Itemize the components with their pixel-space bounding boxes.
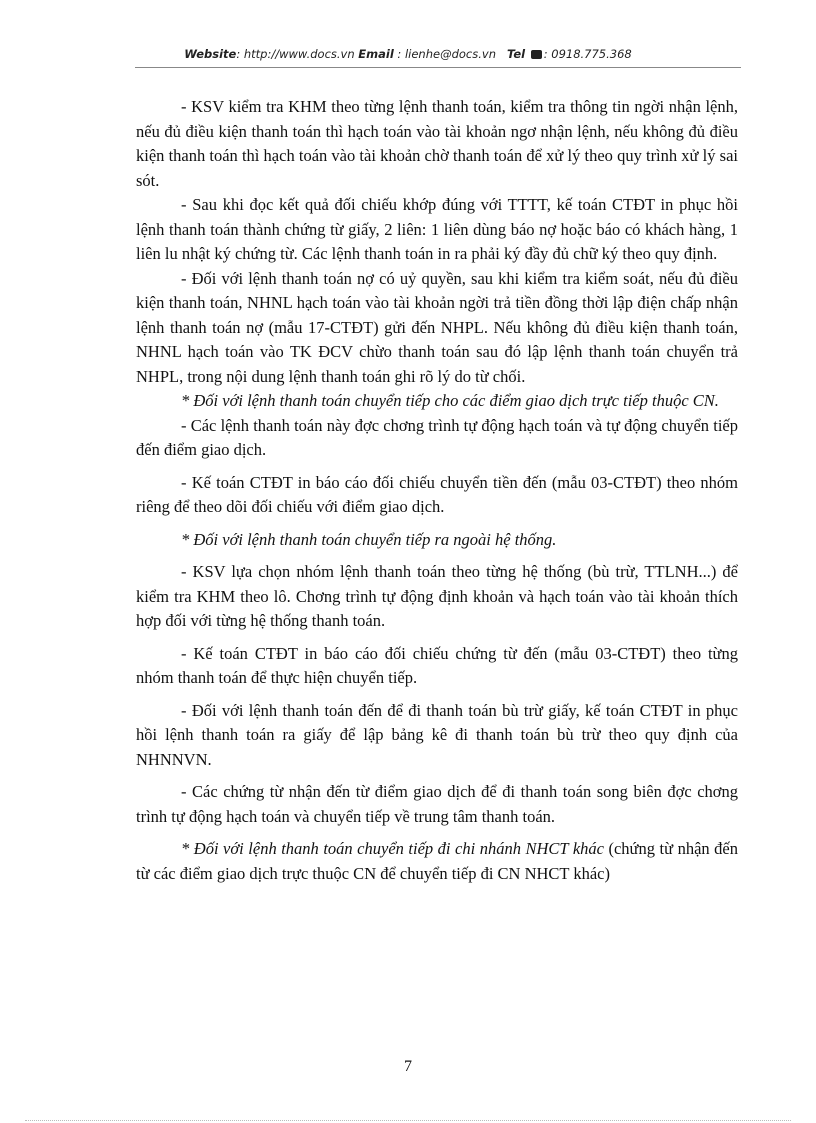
tel-label: Tel xyxy=(506,47,526,61)
paragraph: - Các lệnh thanh toán này đợc chơng trình tự động hạch toán và tự động chuyển tiếp đến điểm giao dịch. xyxy=(136,415,738,459)
website-value: : http://www.docs.vn xyxy=(236,47,355,61)
paragraph: - KSV kiểm tra KHM theo từng lệnh thanh toán, kiểm tra thông tin ngời nhận lệnh, nếu đủ điều kiện thanh toán thì hạch toán vào tài khoản ngơ nhận lệnh, nếu không đủ điều kiện thanh toán thì hạch toán vào tài khoản chờ thanh toán để xử lý theo quy trình xử lý sai sót. xyxy=(136,97,738,190)
document-body xyxy=(136,95,738,886)
email-label: Email xyxy=(358,47,394,61)
final-paragraph-text: (chứng từ nhận đến từ các điểm giao dịch trực thuộc CN để chuyển tiếp đi CN NHCT khác) xyxy=(136,839,738,883)
paragraph: - Đối với lệnh thanh toán nợ có uỷ quyền, sau khi kiểm tra kiểm soát, nếu đủ điều kiện thanh toán, NHNL hạch toán vào tài khoản ngời trả tiền đồng thời lập điện chấp nhận lệnh thanh toán nợ (mẫu 17-CTĐT) gửi đến NHPL. Nếu không đủ điều kiện thanh toán, NHNL hạch toán vào TK ĐCV chừo thanh toán sau đó lập lệnh thanh toán chuyển trả NHPL, trong nội dung lệnh thanh toán ghi rõ lý do từ chối. xyxy=(136,268,738,386)
page-header xyxy=(0,47,816,61)
section-heading: * Đối với lệnh thanh toán chuyển tiếp cho các điểm giao dịch trực tiếp thuộc CN. xyxy=(181,391,719,410)
paragraph: - Kế toán CTĐT in báo cáo đối chiếu chuyển tiền đến (mẫu 03-CTĐT) theo nhóm riêng để theo dõi đối chiếu với điểm giao dịch. xyxy=(136,472,738,516)
tel-value: : 0918.775.368 xyxy=(543,47,632,61)
phone-icon xyxy=(531,50,542,59)
website-label: Website xyxy=(184,47,237,61)
paragraph: - Đối với lệnh thanh toán đến để đi thanh toán bù trừ giấy, kế toán CTĐT in phục hồi lệnh thanh toán ra giấy để lập bảng kê đi thanh toán bù trừ theo quy định của NHNNVN. xyxy=(136,700,738,769)
final-paragraph xyxy=(136,837,738,886)
paragraph: - Kế toán CTĐT in báo cáo đối chiếu chứng từ đến (mẫu 03-CTĐT) theo từng nhóm thanh toán để thực hiện chuyển tiếp. xyxy=(136,643,738,687)
section-heading: * Đối với lệnh thanh toán chuyển tiếp ra ngoài hệ thống. xyxy=(181,529,557,549)
paragraph: - Các chứng từ nhận đến từ điểm giao dịch để đi thanh toán song biên đợc chơng trình tự động hạch toán và chuyển tiếp về trung tâm thanh toán. xyxy=(136,782,738,826)
header-rule xyxy=(135,67,741,68)
paragraph: - Sau khi đọc kết quả đối chiếu khớp đúng với TTTT, kế toán CTĐT in phục hồi lệnh thanh toán thành chứng từ giấy, 2 liên: 1 liên dùng báo nợ hoặc báo có khách hàng, 1 liên lu nhật ký chứng từ. Các lệnh thanh toán in ra phải ký đầy đủ chữ ký theo quy định. xyxy=(136,195,738,263)
page-number: 7 xyxy=(404,1058,412,1075)
email-value: : lienhe@docs.vn xyxy=(393,47,496,61)
paragraph: - KSV lựa chọn nhóm lệnh thanh toán theo từng hệ thống (bù trừ, TTLNH...) để kiểm tra KHM theo lô. Chơng trình tự động định khoản và hạch toán vào tài khoản thích hợp đối với từng hệ thống thanh toán. xyxy=(136,562,738,630)
final-heading-italic: * Đối với lệnh thanh toán chuyển tiếp đi chi nhánh NHCT khác xyxy=(181,839,604,858)
footer-dotted-line xyxy=(25,1120,791,1121)
